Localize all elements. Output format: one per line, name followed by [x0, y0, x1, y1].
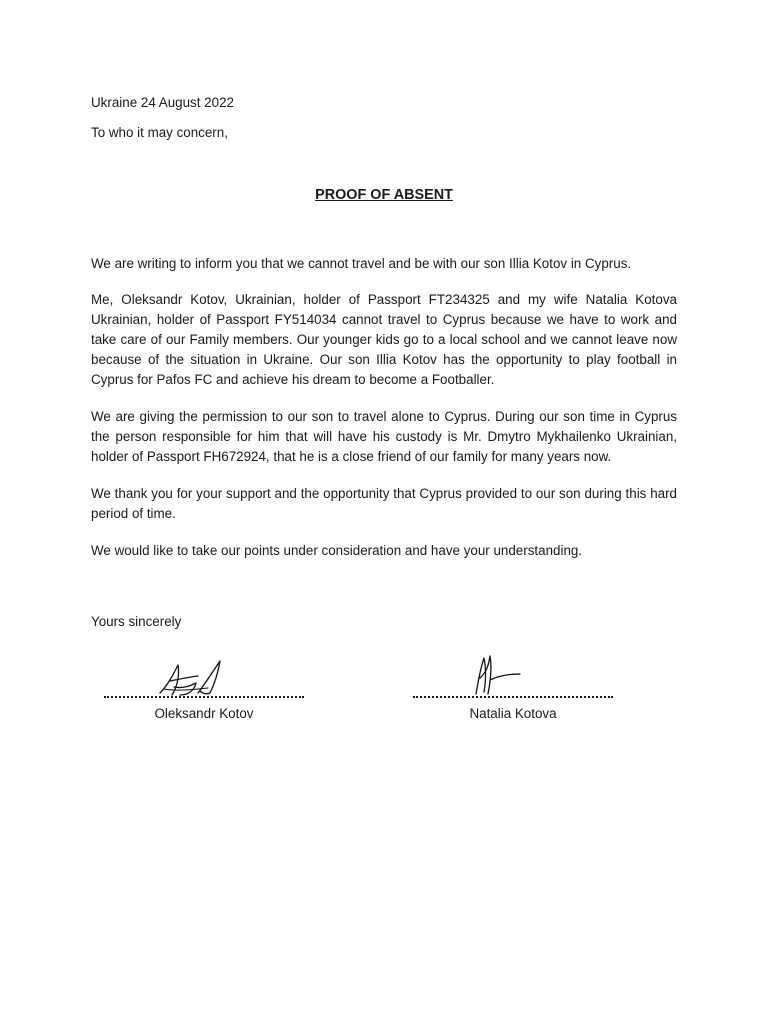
place-text: Ukraine [91, 95, 138, 110]
date-line [91, 95, 234, 110]
handwritten-signature-2 [468, 650, 528, 700]
handwritten-signature-1 [150, 655, 230, 705]
paragraph-3: We are giving the permission to our son to travel alone to Cyprus. During our son time in Cyprus the person responsible for him that will have his custody is Mr. Dmytro Mykhailenko Ukrainian, holder of Passport FH672924, that he is a close friend of our family for many years now. [91, 409, 677, 464]
paragraph-1: We are writing to inform you that we cannot travel and be with our son Illia Kotov in Cyprus. [91, 256, 632, 271]
closing-text: Yours sincerely [91, 614, 182, 629]
date-text: 24 August 2022 [140, 95, 234, 110]
signatory-name-2: Natalia Kotova [469, 706, 557, 721]
paragraph-5: We would like to take our points under consideration and have your understanding. [91, 543, 583, 558]
signatory-name-1: Oleksandr Kotov [154, 706, 254, 721]
paragraph-4: We thank you for your support and the opportunity that Cyprus provided to our son during this hard period of time. [91, 486, 677, 521]
paragraph-2: Me, Oleksandr Kotov, Ukrainian, holder of Passport FT234325 and my wife Natalia Kotova Ukrainian, holder of Passport FY514034 cannot travel to Cyprus because we have to work and take care of our Family members. Our younger kids go to a local school and we cannot leave now because of the situation in Ukraine. Our son Illia Kotov has the opportunity to play football in Cyprus for Pafos FC and achieve his dream to become a Footballer. [91, 292, 677, 387]
document-title: PROOF OF ABSENT [315, 187, 453, 203]
salutation: To who it may concern, [91, 125, 228, 140]
